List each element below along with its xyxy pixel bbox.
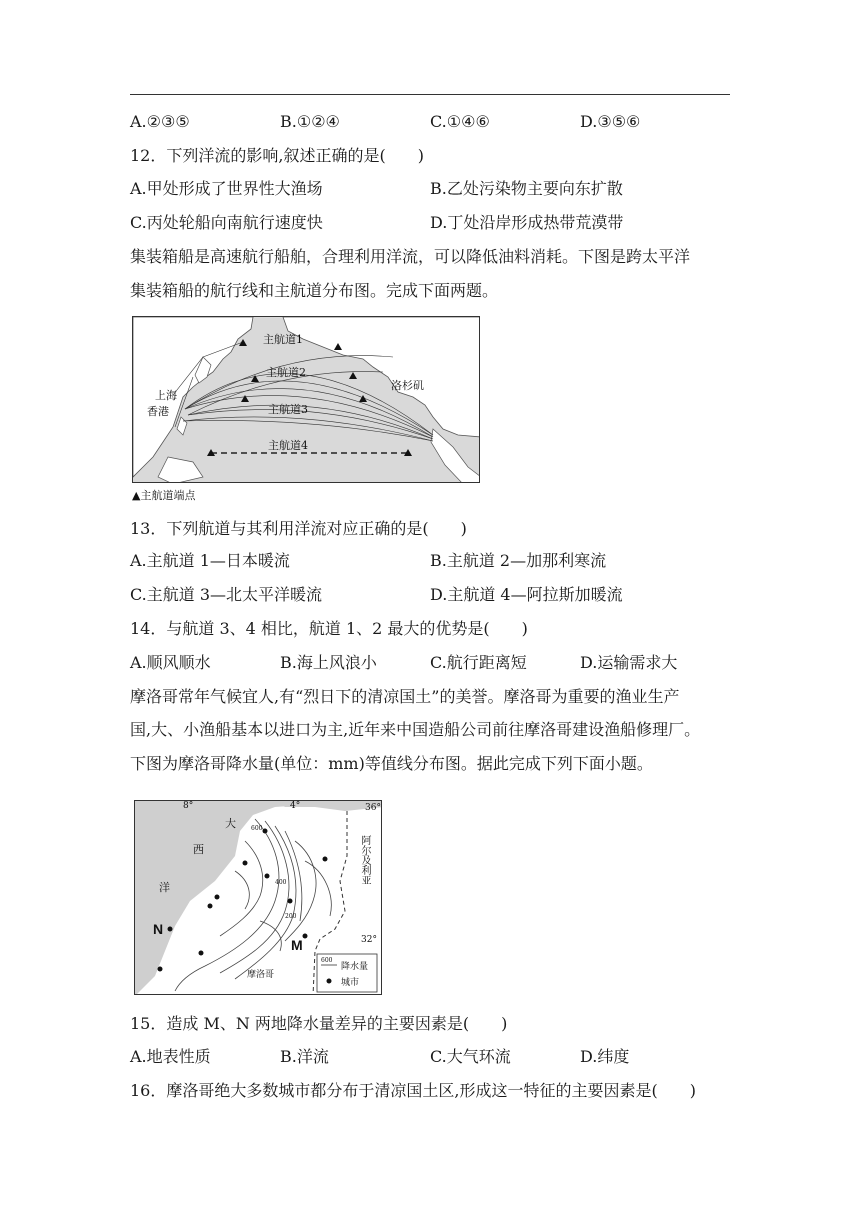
atlantic-label-da: 大: [225, 817, 236, 830]
q12-option-c[interactable]: C.丙处轮船向南航行速度快: [130, 213, 323, 232]
q16-stem: 16．摩洛哥绝大多数城市都分布于清凉国土区,形成这一特征的主要因素是( ): [130, 1081, 696, 1100]
q15-option-c[interactable]: C.大气环流: [430, 1047, 511, 1066]
q15-option-d[interactable]: D.纬度: [580, 1047, 630, 1066]
passage1-line1: 集装箱船是高速航行船舶，合理利用洋流，可以降低油料消耗。下图是跨太平洋: [130, 247, 691, 266]
pacific-route-map: [132, 316, 480, 483]
q13-option-c[interactable]: C.主航道 3—北太平洋暖流: [130, 585, 323, 604]
q13-option-d[interactable]: D.主航道 4—阿拉斯加暖流: [430, 585, 623, 604]
morocco-label: 摩洛哥: [247, 970, 275, 980]
la-label: 洛杉矶: [391, 379, 424, 392]
q14-option-d[interactable]: D.运输需求大: [580, 653, 678, 672]
point-m-label: M: [291, 937, 303, 953]
route4-label: 主航道4: [268, 439, 308, 452]
q14-stem: 14．与航道 3、4 相比，航道 1、2 最大的优势是( ): [130, 619, 528, 638]
q11-option-d[interactable]: D.③⑤⑥: [580, 112, 641, 131]
q13-option-b[interactable]: B.主航道 2—加那利寒流: [430, 551, 607, 570]
contour-600-label: 600: [251, 825, 263, 832]
q12-option-a[interactable]: A.甲处形成了世界性大渔场: [130, 179, 323, 198]
lat36-label: 36°: [365, 803, 381, 813]
map1-legend: ▲主航道端点: [132, 489, 196, 502]
legend-rainfall-label: 降水量: [341, 962, 369, 972]
hongkong-label: 香港: [147, 405, 169, 418]
legend-contour-value: 600: [321, 957, 333, 964]
q15-option-a[interactable]: A.地表性质: [130, 1047, 211, 1066]
route2-label: 主航道2: [266, 366, 306, 379]
q14-option-a[interactable]: A.顺风顺水: [130, 653, 211, 672]
q15-stem: 15．造成 M、N 两地降水量差异的主要因素是( ): [130, 1014, 508, 1033]
point-n-label: N: [153, 921, 164, 937]
q11-option-a[interactable]: A.②③⑤: [130, 112, 190, 131]
route3-label: 主航道3: [268, 403, 308, 416]
pacific-map-graphic: [133, 317, 480, 483]
route1-label: 主航道1: [263, 333, 303, 346]
morocco-rainfall-map: [134, 800, 382, 995]
passage2-line1: 摩洛哥常年气候宜人,有“烈日下的清凉国土”的美誉。摩洛哥为重要的渔业生产: [130, 687, 680, 706]
q12-option-b[interactable]: B.乙处污染物主要向东扩散: [430, 179, 623, 198]
atlantic-label-xi: 西: [193, 843, 204, 856]
atlantic-label-yang: 洋: [159, 881, 170, 894]
passage2-line2: 国,大、小渔船基本以进口为主,近年来中国造船公司前往摩洛哥建设渔船修理厂。: [130, 720, 701, 739]
legend-city-label: 城市: [341, 978, 360, 988]
q11-option-b[interactable]: B.①②④: [280, 112, 340, 131]
top-divider: [130, 94, 730, 95]
contour-400-label: 400: [275, 879, 287, 886]
q15-option-b[interactable]: B.洋流: [280, 1047, 329, 1066]
q14-option-c[interactable]: C.航行距离短: [430, 653, 527, 672]
passage1-line2: 集装箱船的航行线和主航道分布图。完成下面两题。: [130, 281, 499, 300]
q12-stem: 12．下列洋流的影响,叙述正确的是( ): [130, 146, 424, 165]
q12-option-d[interactable]: D.丁处沿岸形成热带荒漠带: [430, 213, 624, 232]
algeria-label: 阿尔及利亚: [359, 835, 370, 885]
shanghai-label: 上海: [155, 389, 177, 402]
lon4-label: 4°: [290, 801, 301, 811]
q13-option-a[interactable]: A.主航道 1—日本暖流: [130, 551, 290, 570]
q14-option-b[interactable]: B.海上风浪小: [280, 653, 377, 672]
passage2-line3: 下图为摩洛哥降水量(单位：mm)等值线分布图。据此完成下列下面小题。: [130, 754, 653, 773]
contour-200-label: 200: [285, 913, 297, 920]
q11-option-c[interactable]: C.①④⑥: [430, 112, 490, 131]
q13-stem: 13．下列航道与其利用洋流对应正确的是( ): [130, 519, 467, 538]
lat32-label: 32°: [361, 935, 377, 945]
lon8-label: 8°: [183, 801, 194, 811]
